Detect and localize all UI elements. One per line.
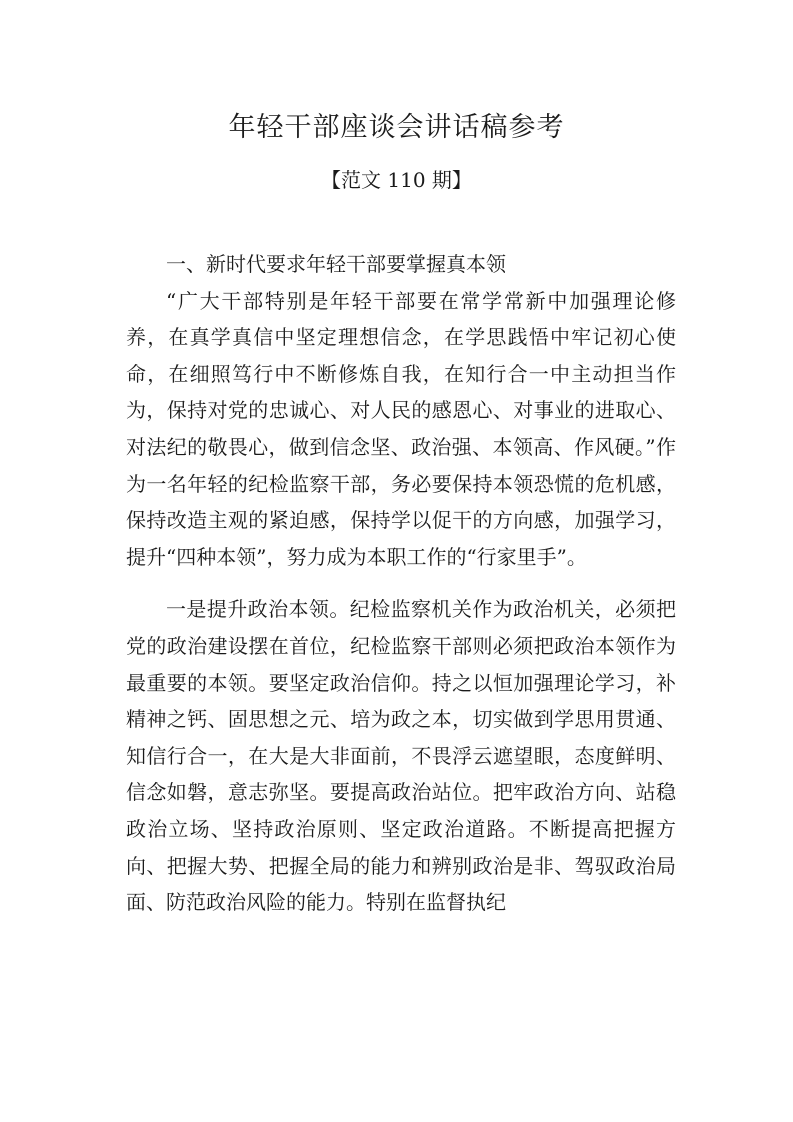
document-body [126,246,676,921]
paragraph: 一是提升政治本领。纪检监察机关作为政治机关，必须把党的政治建设摆在首位，纪检监察干部则必须把政治本领作为最重要的本领。要坚定政治信仰。持之以恒加强理论学习，补精神之钙、固思想之元、培为政之本，切实做到学思用贯通、知信行合一，在大是大非面前，不畏浮云遮望眼，态度鲜明、信念如磐，意志弥坚。要提高政治站位。把牢政治方向、站稳政治立场、坚持政治原则、坚定政治道路。不断提高把握方向、把握大势、把握全局的能力和辨别政治是非、驾驭政治局面、防范政治风险的能力。特别在监督执纪 [126,597,676,915]
paragraph: “广大干部特别是年轻干部要在常学常新中加强理论修养，在真学真信中坚定理想信念，在学思践悟中牢记初心使命，在细照笃行中不断修炼自我，在知行合一中主动担当作为，保持对党的忠诚心、对人民的感恩心、对事业的进取心、对法纪的敬畏心，做到信念坚、政治强、本领高、作风硬。”作为一名年轻的纪检监察干部，务必要保持本领恐慌的危机感，保持改造主观的紧迫感，保持学以促干的方向感，加强学习，提升“四种本领”，努力成为本职工作的“行家里手”。 [126,288,676,569]
document-title: 年轻干部座谈会讲话稿参考 [228,112,565,143]
document-subtitle: 【范文 110 期】 [321,168,472,192]
section-heading: 一、新时代要求年轻干部要掌握真本领 [166,252,506,276]
